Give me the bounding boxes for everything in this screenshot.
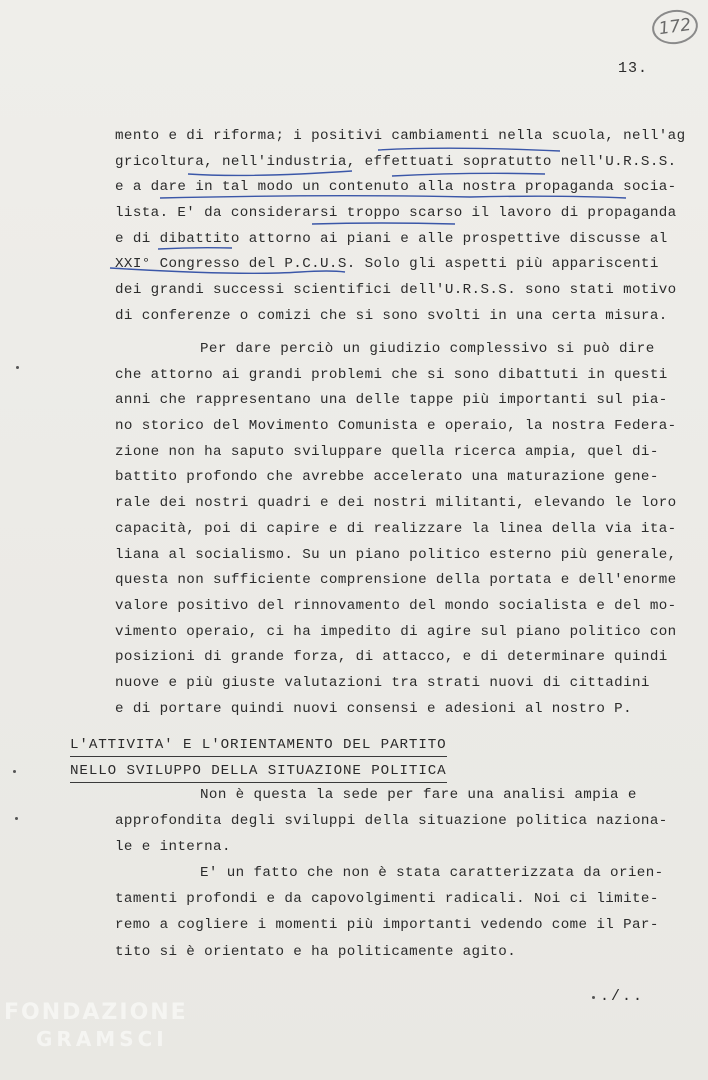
text-line: dei grandi successi scientifici dell'U.R.S.S. sono stati motivo (115, 282, 677, 299)
archive-watermark (4, 1000, 188, 1052)
page-number: 13. (618, 60, 649, 77)
underline-mark (312, 223, 455, 224)
text-line: capacità, poi di capire e di realizzare la linea della via ita- (115, 520, 677, 537)
paragraph-3 (115, 782, 668, 861)
text-line: nuove e più giuste valutazioni tra strati nuovi di cittadini (115, 674, 650, 691)
text-line: tamenti profondi e da capovolgimenti radicali. Noi ci limite- (115, 891, 659, 908)
underline-mark (160, 196, 626, 198)
text-line: approfondita degli sviluppi della situazione politica naziona- (115, 813, 668, 830)
text-line: XXI° Congresso del P.C.U.S. Solo gli aspetti più appariscenti (115, 256, 659, 273)
text-line: mento e di riforma; i positivi cambiamenti nella scuola, nell'ag (115, 128, 686, 144)
text-line: remo a cogliere i momenti più importanti vedendo come il Par- (115, 917, 659, 934)
text-line: le e interna. (115, 839, 231, 856)
margin-dot (16, 366, 19, 369)
text-line: battito profondo che avrebbe accelerato una maturazione gene- (115, 469, 659, 486)
paragraph-4 (115, 860, 664, 965)
text-line: vimento operaio, ci ha impedito di agire sul piano politico con (115, 623, 677, 640)
text-line: valore positivo del rinnovamento del mondo socialista e del mo- (115, 597, 677, 614)
text-line: Non è questa la sede per fare una analisi ampia e (200, 787, 637, 803)
margin-dot (15, 817, 18, 820)
paragraph-2 (115, 337, 677, 722)
text-line: questa non sufficiente comprensione della portata e dell'enorme (115, 572, 677, 589)
margin-dot (592, 996, 595, 999)
heading-line: NELLO SVILUPPO DELLA SITUAZIONE POLITICA (70, 760, 447, 783)
watermark-line: GRAMSCI (36, 1027, 168, 1051)
text-line: zione non ha saputo sviluppare quella ricerca ampia, quel di- (115, 443, 659, 460)
underline-mark (110, 268, 345, 273)
text-line: gricoltura, nell'industria, effettuati sopratutto nell'U.R.S.S. (115, 153, 677, 170)
heading-line: L'ATTIVITA' E L'ORIENTAMENTO DEL PARTITO (70, 734, 447, 757)
text-line: Per dare perciò un giudizio complessivo si può dire (200, 341, 655, 357)
margin-dot (13, 770, 16, 773)
text-line: rale dei nostri quadri e dei nostri militanti, elevando le loro (115, 495, 677, 512)
text-line: e di dibattito attorno ai piani e alle prospettive discusse al (115, 230, 668, 247)
text-line: e di portare quindi nuovi consensi e adesioni al nostro P. (115, 700, 633, 717)
underline-mark (378, 148, 560, 151)
text-line: anni che rappresentano una delle tappe più importanti sul pia- (115, 392, 668, 409)
text-line: posizioni di grande forza, di attacco, e di determinare quindi (115, 649, 668, 666)
continuation-mark: ./.. (600, 988, 645, 1005)
text-line: e a dare in tal modo un contenuto alla nostra propaganda socia- (115, 179, 677, 196)
text-line: lista. E' da considerarsi troppo scarso il lavoro di propaganda (115, 205, 677, 222)
text-line: che attorno ai grandi problemi che si sono dibattuti in questi (115, 366, 668, 383)
text-line: tito si è orientato e ha politicamente agito. (115, 943, 517, 960)
text-line: E' un fatto che non è stata caratterizzata da orien- (200, 865, 664, 881)
text-line: di conferenze o comizi che si sono svolti in una certa misura. (115, 307, 668, 324)
underline-mark (158, 248, 232, 249)
underline-mark (188, 171, 545, 176)
archive-number-stamp: 172 (650, 7, 700, 47)
text-line: no storico del Movimento Comunista e operaio, la nostra Federa- (115, 418, 677, 435)
watermark-line: FONDAZIONE (4, 1000, 188, 1025)
text-line: liana al socialismo. Su un piano politico esterno più generale, (115, 546, 677, 563)
section-heading (70, 734, 447, 786)
